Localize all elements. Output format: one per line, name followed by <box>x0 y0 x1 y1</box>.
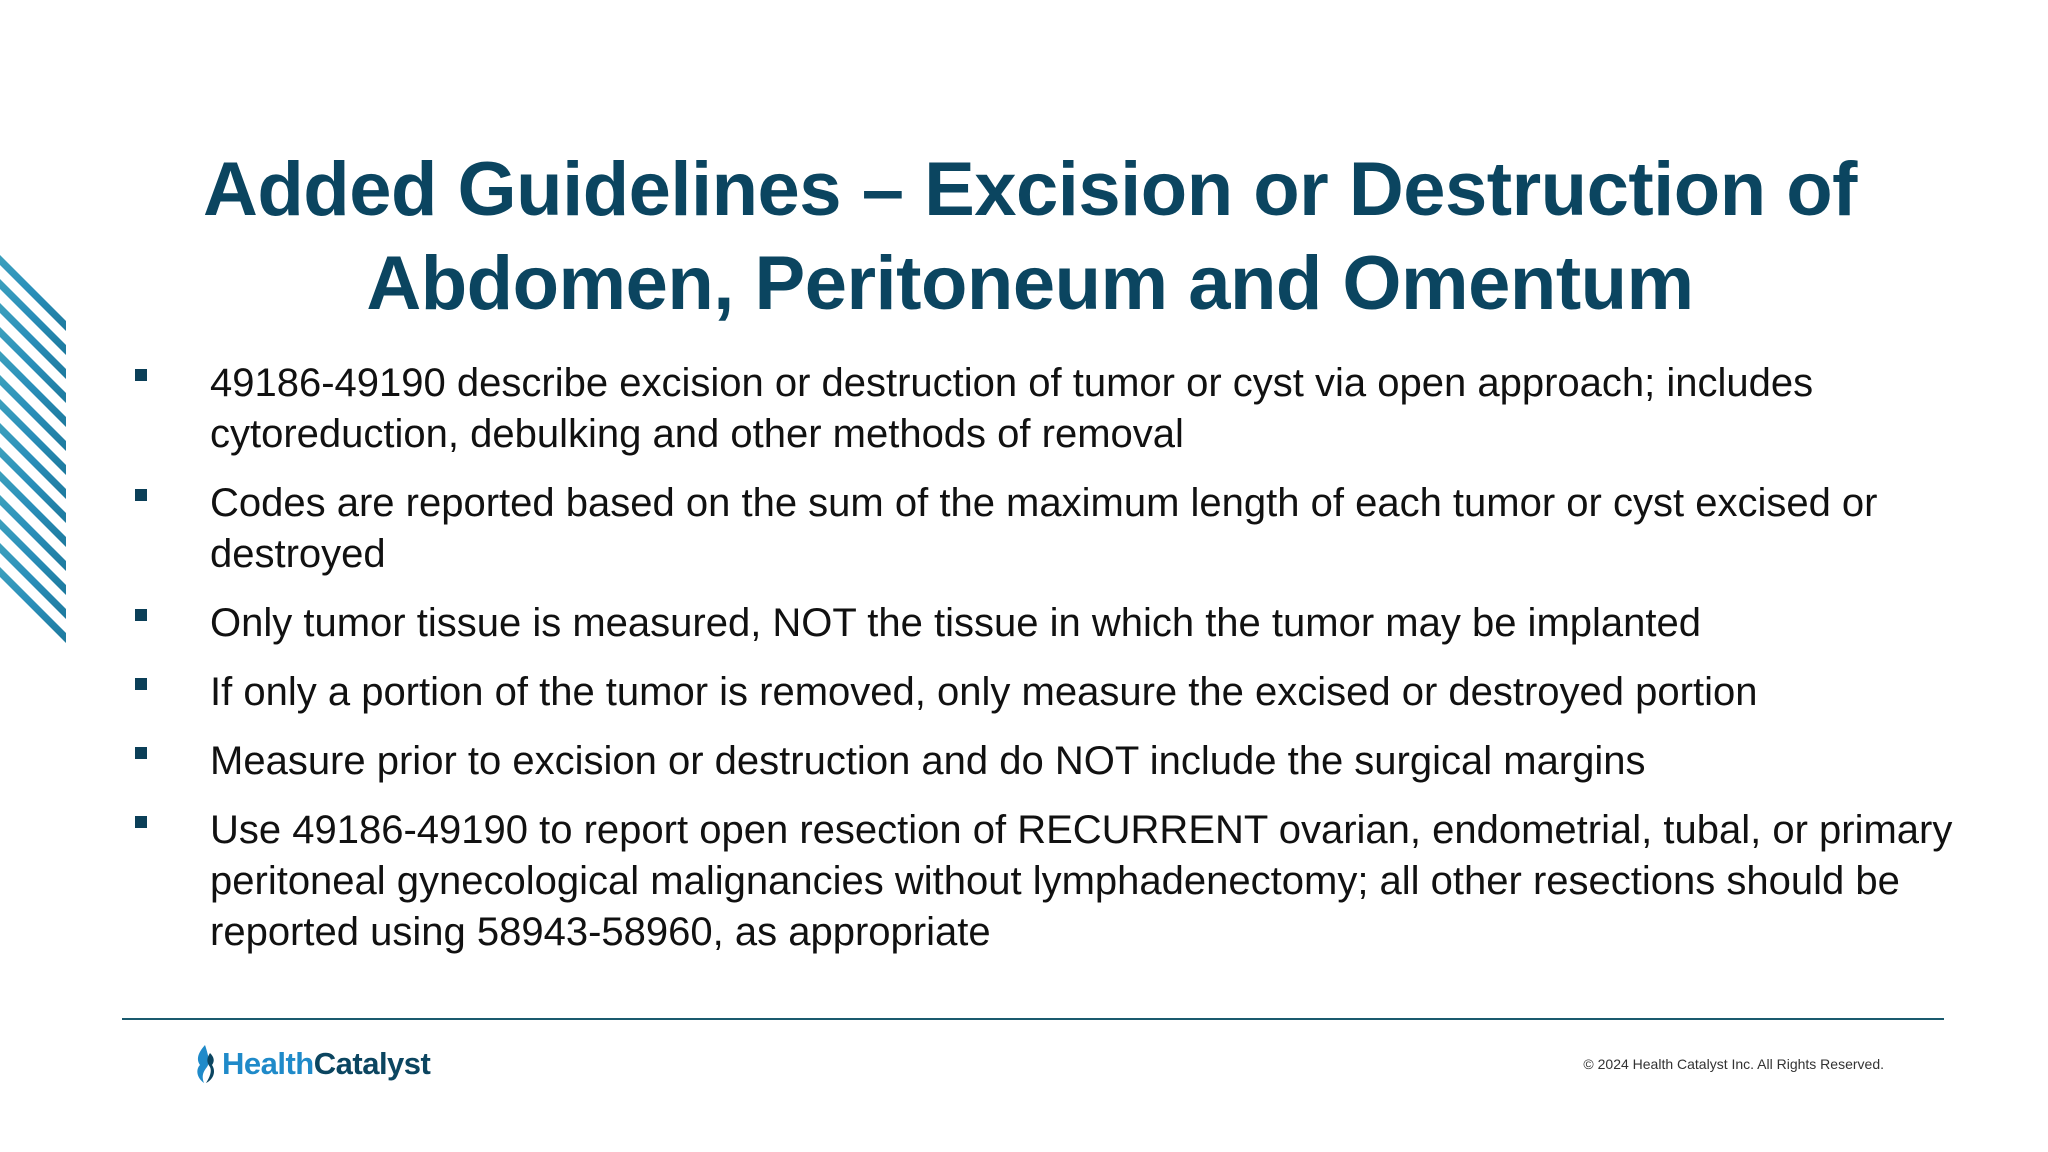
bullet-item <box>130 598 1990 649</box>
bullet-text: Use 49186-49190 to report open resection of RECURRENT ovarian, endometrial, tubal, or primary peritoneal gynecological malignancies without lymphadenectomy; all other resections should be reported using 58943-58960, as appropriate <box>210 808 1953 954</box>
bullet-text: If only a portion of the tumor is removed, only measure the excised or destroyed portion <box>210 670 1758 714</box>
bullet-item <box>130 736 1990 787</box>
square-bullet-icon <box>135 489 147 501</box>
square-bullet-icon <box>135 747 147 759</box>
slide-title-line-1: Added Guidelines – Excision or Destruction of <box>203 146 1857 232</box>
logo-wordmark-health: Health <box>222 1046 314 1081</box>
bullet-list <box>130 358 1990 976</box>
bullet-text: Codes are reported based on the sum of the maximum length of each tumor or cyst excised or destroyed <box>210 481 1878 576</box>
flame-logo-icon <box>192 1043 218 1085</box>
square-bullet-icon <box>135 609 147 621</box>
bullet-item <box>130 805 1990 958</box>
bullet-item <box>130 667 1990 718</box>
bullet-text: 49186-49190 describe excision or destruction of tumor or cyst via open approach; includes cytoreduction, debulking and other methods of removal <box>210 361 1814 456</box>
square-bullet-icon <box>135 816 147 828</box>
bullet-text: Measure prior to excision or destruction and do NOT include the surgical margins <box>210 739 1646 783</box>
square-bullet-icon <box>135 678 147 690</box>
slide-title-line-2: Abdomen, Peritoneum and Omentum <box>366 240 1694 326</box>
bullet-text: Only tumor tissue is measured, NOT the tissue in which the tumor may be implanted <box>210 601 1701 645</box>
bullet-item <box>130 478 1990 580</box>
square-bullet-icon <box>135 369 147 381</box>
health-catalyst-logo <box>192 1042 430 1086</box>
logo-wordmark-catalyst: Catalyst <box>313 1046 431 1081</box>
logo-wordmark <box>222 1046 430 1082</box>
slide-title <box>160 143 1900 331</box>
diagonal-stripes-decoration <box>0 220 70 650</box>
copyright-notice: © 2024 Health Catalyst Inc. All Rights Reserved. <box>1583 1056 1884 1072</box>
bullet-item <box>130 358 1990 460</box>
footer-divider <box>122 1018 1944 1020</box>
